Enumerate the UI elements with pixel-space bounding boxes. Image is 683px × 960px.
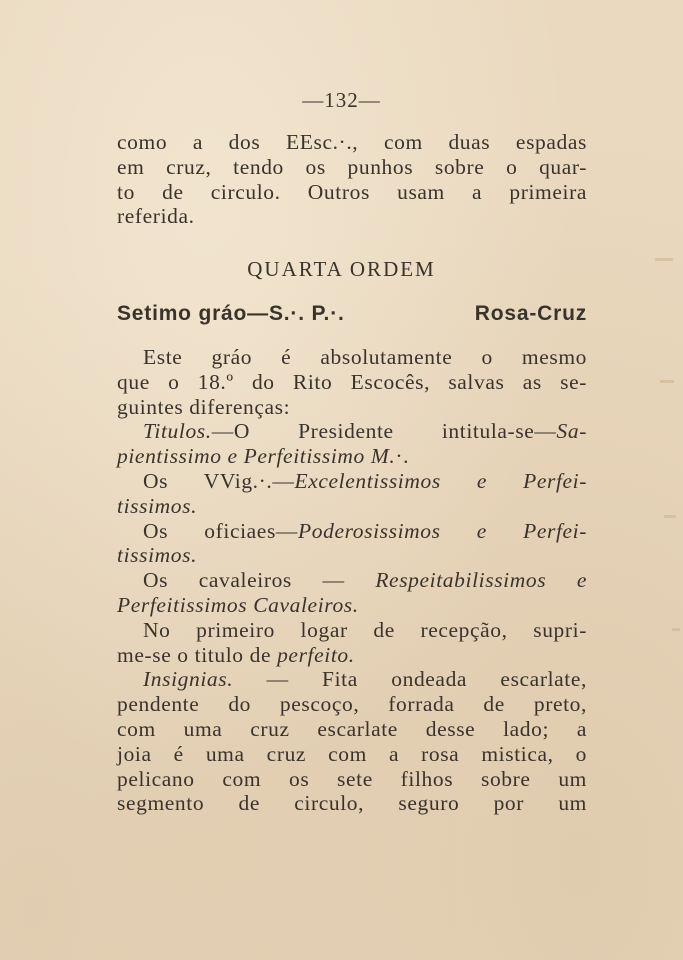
text-line [117, 543, 587, 568]
text-line [117, 204, 587, 229]
text-run: como a dos EEsc.·., com duas espadas [117, 130, 587, 154]
text-line [117, 395, 587, 420]
italic-text: Perfeitissimos Cavaleiros. [117, 592, 359, 617]
italic-text: Poderosissimos e Perfei- [298, 518, 587, 543]
italic-text: tissimos. [117, 543, 198, 568]
order-heading: QUARTA ORDEM [247, 257, 436, 281]
italic-text: Sa- [556, 419, 587, 444]
text-run: me-se o titulo de [117, 642, 278, 667]
degree-heading [117, 302, 587, 326]
text-run: que o 18.º do Rito Escocês, salvas as se- [117, 369, 587, 394]
text-run: pelicano com os sete filhos sobre um [117, 766, 587, 791]
text-run: to de circulo. Outros usam a primeira [117, 179, 587, 204]
paper-speck [664, 515, 676, 518]
text-run: No primeiro logar de recepção, supri- [143, 617, 587, 642]
italic-text: Excelentissimos e Perfei- [294, 468, 587, 493]
text-run: guintes diferenças: [117, 394, 291, 419]
text-run: em cruz, tendo os punhos sobre o quar- [117, 154, 587, 179]
text-line [117, 494, 587, 519]
text-line [117, 643, 587, 668]
text-line [117, 593, 587, 618]
text-run: Os VVig.·.— [143, 468, 295, 493]
text-line [117, 791, 587, 816]
italic-text: tissimos. [117, 493, 198, 518]
paper-speck [672, 628, 680, 631]
text-run: Os cavaleiros — [143, 568, 376, 593]
text-line [117, 155, 587, 180]
paper-speck [660, 380, 674, 383]
continuation-paragraph [117, 130, 587, 229]
body-text [117, 345, 587, 816]
paper-speck [655, 258, 673, 261]
text-line [117, 692, 587, 717]
text-run: referida. [117, 204, 195, 229]
text-line [117, 568, 587, 593]
text-line [117, 667, 587, 692]
text-line [117, 742, 587, 767]
text-run: segmento de circulo, seguro por um [117, 791, 587, 816]
text-line [117, 618, 587, 643]
text-run: Os oficiaes— [143, 518, 299, 543]
italic-text: pientissimo e Perfeitissimo M. [117, 444, 396, 469]
text-line [117, 370, 587, 395]
text-line [117, 469, 587, 494]
text-run: — Fita ondeada escarlate, [233, 667, 587, 692]
italic-text: Titulos. [143, 419, 212, 444]
text-line [117, 130, 587, 155]
text-run: ·. [395, 444, 410, 469]
text-run: joia é uma cruz com a rosa mistica, o [117, 741, 587, 766]
degree-title: Setimo gráo—S.·. P.·. [117, 302, 345, 325]
text-line [117, 444, 587, 469]
text-run: —O Presidente intitula-se— [211, 419, 557, 444]
text-run: com uma cruz escarlate desse lado; a [117, 716, 587, 741]
italic-text: Insignias. [143, 667, 234, 692]
text-line [117, 419, 587, 444]
degree-name: Rosa-Cruz [474, 302, 587, 325]
italic-text: perfeito. [277, 642, 355, 667]
italic-text: Respeitabilissimos e [375, 568, 587, 593]
text-line [117, 180, 587, 205]
text-line [117, 767, 587, 792]
text-run: pendente do pescoço, forrada de preto, [117, 692, 587, 717]
text-run: Este gráo é absolutamente o mesmo [143, 345, 587, 369]
text-line [117, 345, 587, 370]
text-line [117, 519, 587, 544]
page-number: —132— [302, 88, 381, 112]
text-line [117, 717, 587, 742]
